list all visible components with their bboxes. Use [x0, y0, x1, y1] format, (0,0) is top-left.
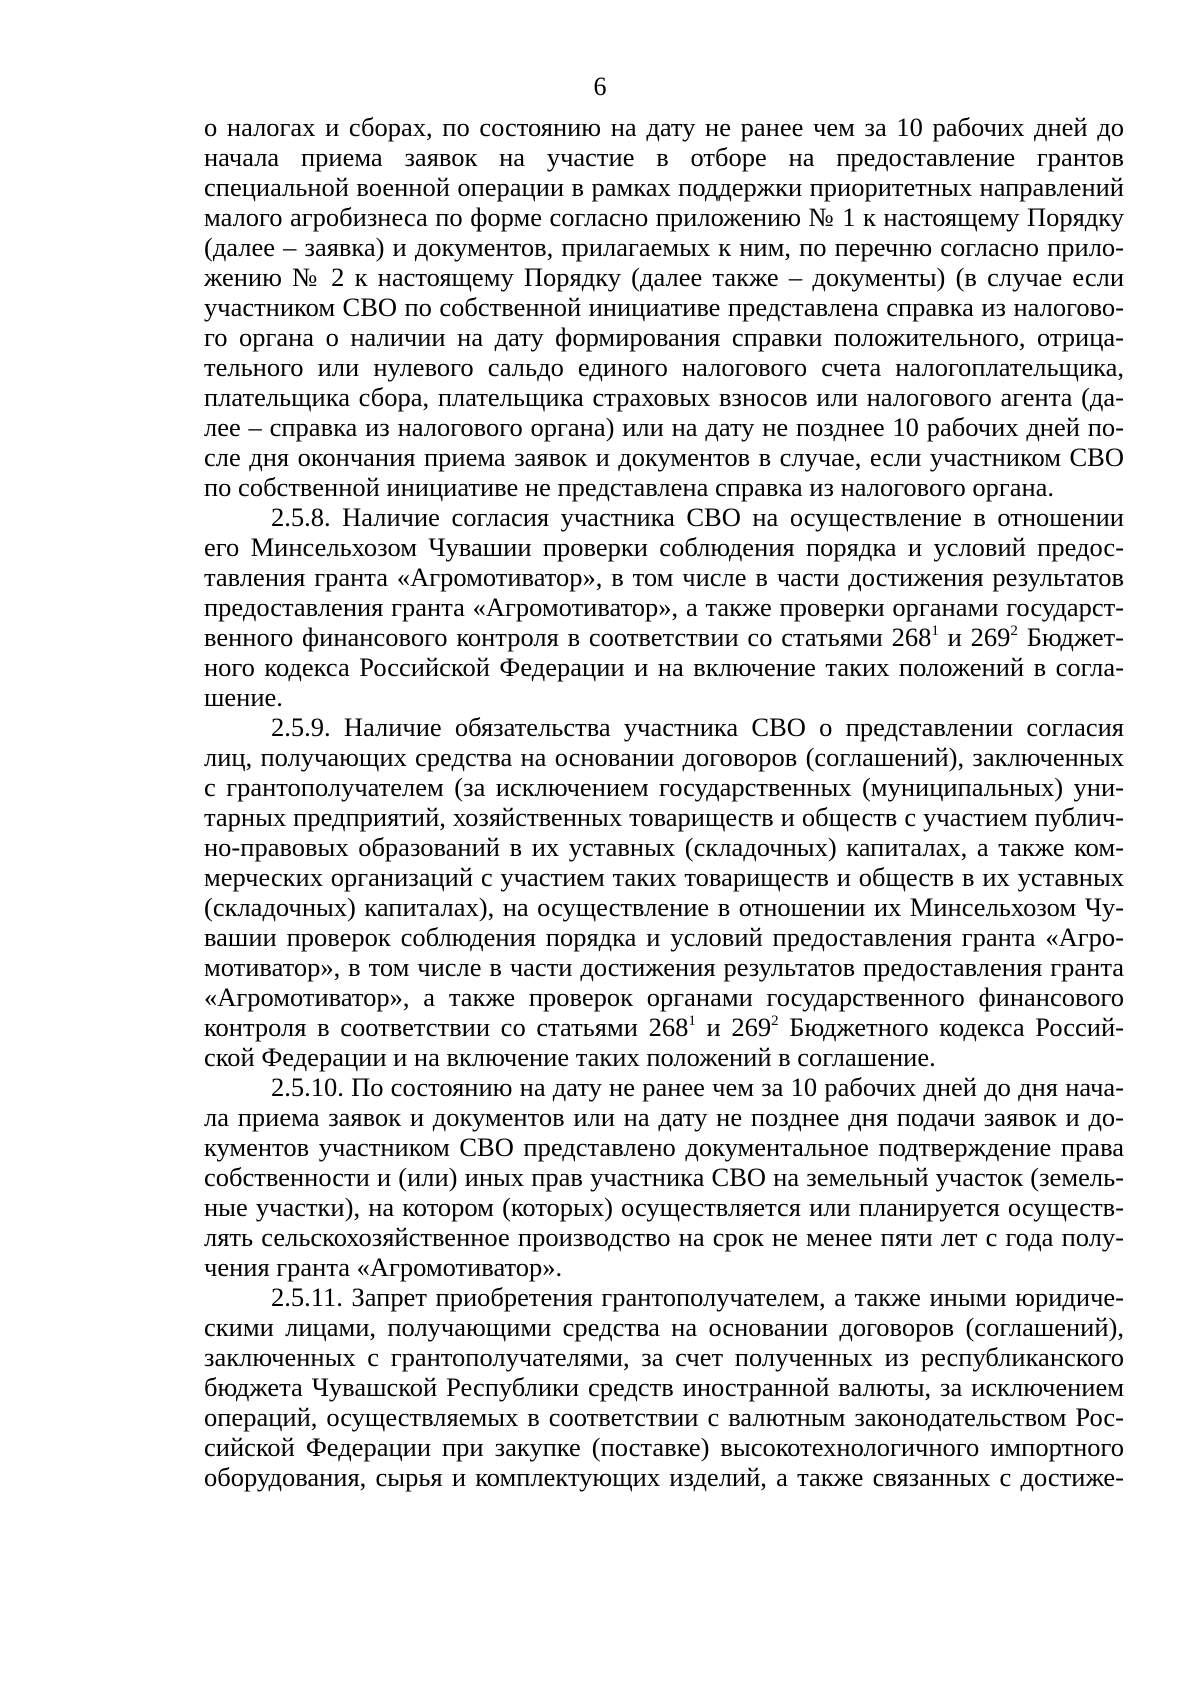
text-line: [204, 142, 1124, 172]
text-line: [204, 112, 1124, 142]
page-number: 6: [593, 72, 607, 101]
text-segment: (складочных) капиталах), на осуществление в отношении их Минсельхозом Чу-: [204, 892, 1124, 922]
text-segment: контроля в соответствии со статьями 268: [204, 1012, 689, 1042]
text-line: [204, 862, 1124, 892]
text-line: [204, 472, 1124, 502]
superscript: 1: [931, 623, 939, 639]
text-segment: го органа о наличии на дату формирования справки положительного, отрица-: [204, 322, 1124, 352]
text-line: [204, 1282, 1124, 1312]
text-line: [204, 202, 1124, 232]
text-line: [204, 952, 1124, 982]
text-line: [204, 982, 1124, 1012]
text-line: [204, 1072, 1124, 1102]
text-line: [204, 562, 1124, 592]
text-line: [204, 1312, 1124, 1342]
text-segment: «Агромотиватор», а также проверок органами государственного финансового: [204, 982, 1124, 1012]
text-segment: малого агробизнеса по форме согласно приложению № 1 к настоящему Порядку: [204, 202, 1124, 232]
text-line: [204, 802, 1124, 832]
text-segment: лять сельскохозяйственное производство на срок не менее пяти лет с года полу-: [204, 1222, 1124, 1252]
text-line: [204, 892, 1124, 922]
text-line: [204, 712, 1124, 742]
superscript: 2: [1010, 623, 1018, 639]
text-line: [204, 532, 1124, 562]
text-line: [204, 1162, 1124, 1192]
text-line: [204, 352, 1124, 382]
text-line: [204, 682, 1124, 712]
text-segment: кументов участником СВО представлено документальное подтверждение права: [204, 1132, 1124, 1162]
text-line: [204, 322, 1124, 352]
text-segment: тавления гранта «Агромотиватор», в том числе в части достижения результатов: [204, 562, 1124, 592]
superscript: 1: [688, 1013, 696, 1029]
text-line: [204, 772, 1124, 802]
text-segment: но-правовых образований в их уставных (складочных) капиталах, а также ком-: [204, 832, 1124, 862]
text-line: [204, 1252, 1124, 1282]
text-line: [204, 412, 1124, 442]
text-segment: собственности и (или) иных прав участника СВО на земельный участок (земель-: [204, 1162, 1124, 1192]
text-line: [204, 232, 1124, 262]
text-line: [204, 1042, 1124, 1072]
text-line: [204, 922, 1124, 952]
text-line: [204, 652, 1124, 682]
text-segment: вашии проверок соблюдения порядка и условий предоставления гранта «Агро-: [204, 922, 1124, 952]
text-segment: Бюджетного кодекса Россий-: [778, 1012, 1124, 1042]
text-segment: заключенных с грантополучателями, за счет полученных из республиканского: [204, 1342, 1124, 1372]
superscript: 2: [771, 1013, 779, 1029]
text-segment: мерческих организаций с участием таких товариществ и обществ в их уставных: [204, 862, 1124, 892]
text-segment: плательщика сбора, плательщика страховых взносов или налогового агента (да-: [204, 382, 1124, 412]
text-line: [204, 832, 1124, 862]
text-segment: специальной военной операции в рамках поддержки приоритетных направлений: [204, 172, 1124, 202]
text-segment: лее – справка из налогового органа) или на дату не позднее 10 рабочих дней по-: [204, 412, 1124, 442]
text-segment: сийской Федерации при закупке (поставке) высокотехнологичного импортного: [204, 1432, 1124, 1462]
text-segment: (далее – заявка) и документов, прилагаемых к ним, по перечню согласно прило-: [204, 232, 1124, 262]
text-segment: тельного или нулевого сальдо единого налогового счета налогоплательщика,: [204, 352, 1124, 382]
text-segment: 2.5.10. По состоянию на дату не ранее чем за 10 рабочих дней до дня нача-: [271, 1072, 1124, 1102]
text-segment: оборудования, сырья и комплектующих изделий, а также связанных с достиже-: [204, 1462, 1124, 1492]
text-line: [204, 1372, 1124, 1402]
text-segment: тарных предприятий, хозяйственных товариществ и обществ с участием публич-: [204, 802, 1124, 832]
text-segment: и 269: [938, 622, 1011, 652]
text-segment: о налогах и сборах, по состоянию на дату не ранее чем за 10 рабочих дней до: [204, 112, 1124, 142]
text-line: [204, 592, 1124, 622]
text-line: [204, 1462, 1124, 1492]
text-line: [204, 1102, 1124, 1132]
text-segment: ные участки), на котором (которых) осуществляется или планируется осуществ-: [204, 1192, 1124, 1222]
text-line: [204, 1402, 1124, 1432]
text-line: [204, 1222, 1124, 1252]
text-line: [204, 1432, 1124, 1462]
text-segment: 2.5.9. Наличие обязательства участника СВО о представлении согласия: [271, 712, 1124, 742]
text-segment: предоставления гранта «Агромотиватор», а также проверки органами государст-: [204, 592, 1124, 622]
text-segment: 2.5.11. Запрет приобретения грантополучателем, а также иными юридиче-: [271, 1282, 1124, 1312]
text-segment: чения гранта «Агромотиватор».: [204, 1252, 563, 1282]
text-line: [204, 1342, 1124, 1372]
text-line: [204, 1192, 1124, 1222]
text-segment: жению № 2 к настоящему Порядку (далее также – документы) (в случае если: [204, 262, 1124, 292]
text-segment: бюджета Чувашской Республики средств иностранной валюты, за исключением: [204, 1372, 1124, 1402]
text-line: [204, 1012, 1124, 1042]
text-line: [204, 502, 1124, 532]
text-segment: лиц, получающих средства на основании договоров (соглашений), заключенных: [204, 742, 1124, 772]
text-segment: мотиватор», в том числе в части достижения результатов предоставления гранта: [204, 952, 1124, 982]
text-segment: 2.5.8. Наличие согласия участника СВО на осуществление в отношении: [271, 502, 1124, 532]
text-segment: операций, осуществляемых в соответствии с валютным законодательством Рос-: [204, 1402, 1124, 1432]
text-segment: венного финансового контроля в соответствии со статьями 268: [204, 622, 932, 652]
text-segment: скими лицами, получающими средства на основании договоров (соглашений),: [204, 1312, 1124, 1342]
text-line: [204, 172, 1124, 202]
text-segment: по собственной инициативе не представлена справка из налогового органа.: [204, 472, 1055, 502]
text-line: [204, 292, 1124, 322]
text-segment: с грантополучателем (за исключением государственных (муниципальных) уни-: [204, 772, 1124, 802]
text-segment: шение.: [204, 682, 283, 712]
text-segment: участником СВО по собственной инициативе представлена справка из налогово-: [204, 292, 1124, 322]
text-segment: и 269: [695, 1012, 772, 1042]
text-segment: его Минсельхозом Чувашии проверки соблюдения порядка и условий предос-: [204, 532, 1124, 562]
document-body: [204, 112, 1124, 1492]
text-segment: ного кодекса Российской Федерации и на включение таких положений в согла-: [204, 652, 1124, 682]
text-segment: Бюджет-: [1017, 622, 1124, 652]
text-segment: ла приема заявок и документов или на дату не позднее дня подачи заявок и до-: [204, 1102, 1124, 1132]
text-segment: ской Федерации и на включение таких положений в соглашение.: [204, 1042, 936, 1072]
text-line: [204, 382, 1124, 412]
text-segment: сле дня окончания приема заявок и документов в случае, если участником СВО: [204, 442, 1124, 472]
text-line: [204, 1132, 1124, 1162]
text-segment: начала приема заявок на участие в отборе на предоставление грантов: [204, 142, 1124, 172]
text-line: [204, 442, 1124, 472]
text-line: [204, 262, 1124, 292]
text-line: [204, 742, 1124, 772]
text-line: [204, 622, 1124, 652]
